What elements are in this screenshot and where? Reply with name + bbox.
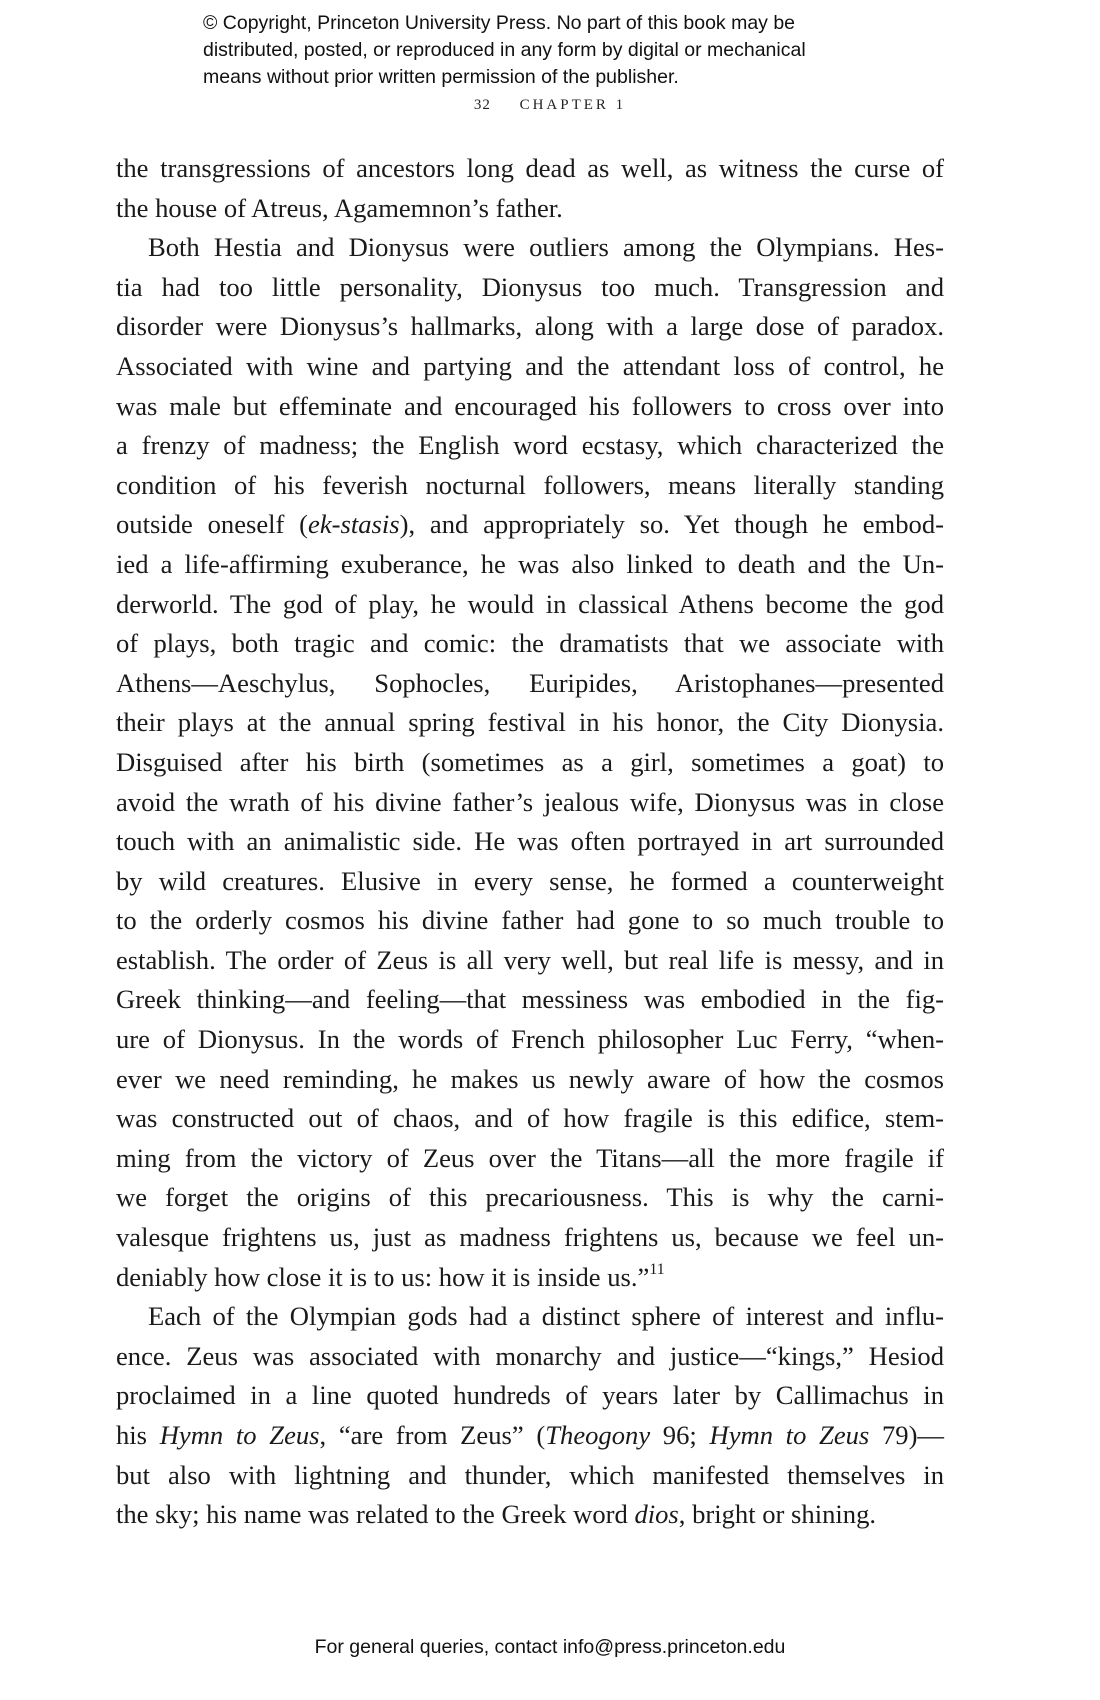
text-line: ming from the victory of Zeus over the Titans—all the more fragile if: [116, 1142, 944, 1173]
copyright-line: distributed, posted, or reproduced in any form by digital or mechanical: [203, 39, 806, 61]
text-line: derworld. The god of play, he would in classical Athens become the god: [116, 588, 944, 619]
paragraph: [116, 228, 944, 1297]
footer-contact: For general queries, contact info@press.princeton.edu: [314, 1636, 786, 1658]
text-line: tia had too little personality, Dionysus too much. Transgression and: [116, 271, 944, 302]
copyright-notice: [203, 10, 923, 91]
text-line: a frenzy of madness; the English word ecstasy, which characterized the: [116, 430, 944, 461]
text-line: Athens—Aeschylus, Sophocles, Euripides, Aristophanes—presented: [116, 667, 944, 698]
text-line: ied a life-affirming exuberance, he was also linked to death and the Un-: [116, 548, 944, 579]
text-line: but also with lightning and thunder, which manifested themselves in: [116, 1459, 944, 1490]
body-text: [116, 149, 944, 1535]
text-line: disorder were Dionysus’s hallmarks, along with a large dose of paradox.: [116, 311, 944, 342]
paragraph: [116, 149, 944, 228]
text-line: Greek thinking—and feeling—that messiness was embodied in the fig-: [116, 984, 944, 1015]
text-line: was male but effeminate and encouraged his followers to cross over into: [116, 390, 944, 421]
page-number: 32: [473, 97, 491, 113]
footnote-reference: 11: [649, 1260, 665, 1278]
text-line: ure of Dionysus. In the words of French philosopher Luc Ferry, “when-: [116, 1024, 944, 1055]
text-line: establish. The order of Zeus is all very well, but real life is messy, and in: [116, 944, 944, 975]
text-line: Both Hestia and Dionysus were outliers among the Olympians. Hes-: [148, 232, 944, 263]
paragraph: [116, 1297, 944, 1535]
text-line: of plays, both tragic and comic: the dramatists that we associate with: [116, 628, 944, 659]
running-head: [0, 97, 1100, 114]
text-line: Associated with wine and partying and the attendant loss of control, he: [116, 350, 944, 381]
text-line: proclaimed in a line quoted hundreds of years later by Callimachus in: [116, 1380, 944, 1411]
text-line: his Hymn to Zeus, “are from Zeus” (Theogony 96; Hymn to Zeus 79)—: [116, 1420, 945, 1450]
copyright-line: means without prior written permission of the publisher.: [203, 66, 679, 88]
text-line: the sky; his name was related to the Greek word dios, bright or shining.: [116, 1499, 877, 1530]
text-line: the transgressions of ancestors long dead as well, as witness the curse of: [116, 153, 944, 183]
text-line: avoid the wrath of his divine father’s jealous wife, Dionysus was in close: [116, 786, 944, 817]
text-line: the house of Atreus, Agamemnon’s father.: [116, 192, 563, 223]
text-line: Each of the Olympian gods had a distinct sphere of interest and influ-: [148, 1301, 944, 1332]
text-line: ever we need reminding, he makes us newly aware of how the cosmos: [116, 1063, 944, 1094]
text-line: valesque frightens us, just as madness frightens us, because we feel un-: [116, 1222, 944, 1253]
text-line: condition of his feverish nocturnal followers, means literally standing: [116, 469, 944, 500]
text-line: touch with an animalistic side. He was often portrayed in art surrounded: [116, 826, 944, 857]
text-line: by wild creatures. Elusive in every sense, he formed a counterweight: [116, 865, 944, 896]
text-line: deniably how close it is to us: how it is inside us.”$^{11}$: [116, 1260, 665, 1292]
text-line: outside oneself (ek-stasis), and appropriately so. Yet though he embod-: [116, 509, 944, 540]
text-line: Disguised after his birth (sometimes as a girl, sometimes a goat) to: [116, 746, 944, 777]
text-line: ence. Zeus was associated with monarchy and justice—“kings,” Hesiod: [116, 1340, 944, 1371]
text-line: to the orderly cosmos his divine father had gone to so much trouble to: [116, 905, 944, 936]
text-line: was constructed out of chaos, and of how fragile is this edifice, stem-: [116, 1103, 944, 1134]
chapter-title: CHAPTER 1: [519, 97, 627, 113]
copyright-line: © Copyright, Princeton University Press. No part of this book may be: [203, 12, 796, 34]
text-line: we forget the origins of this precariousness. This is why the carni-: [116, 1182, 944, 1213]
text-line: their plays at the annual spring festival in his honor, the City Dionysia.: [116, 707, 944, 738]
